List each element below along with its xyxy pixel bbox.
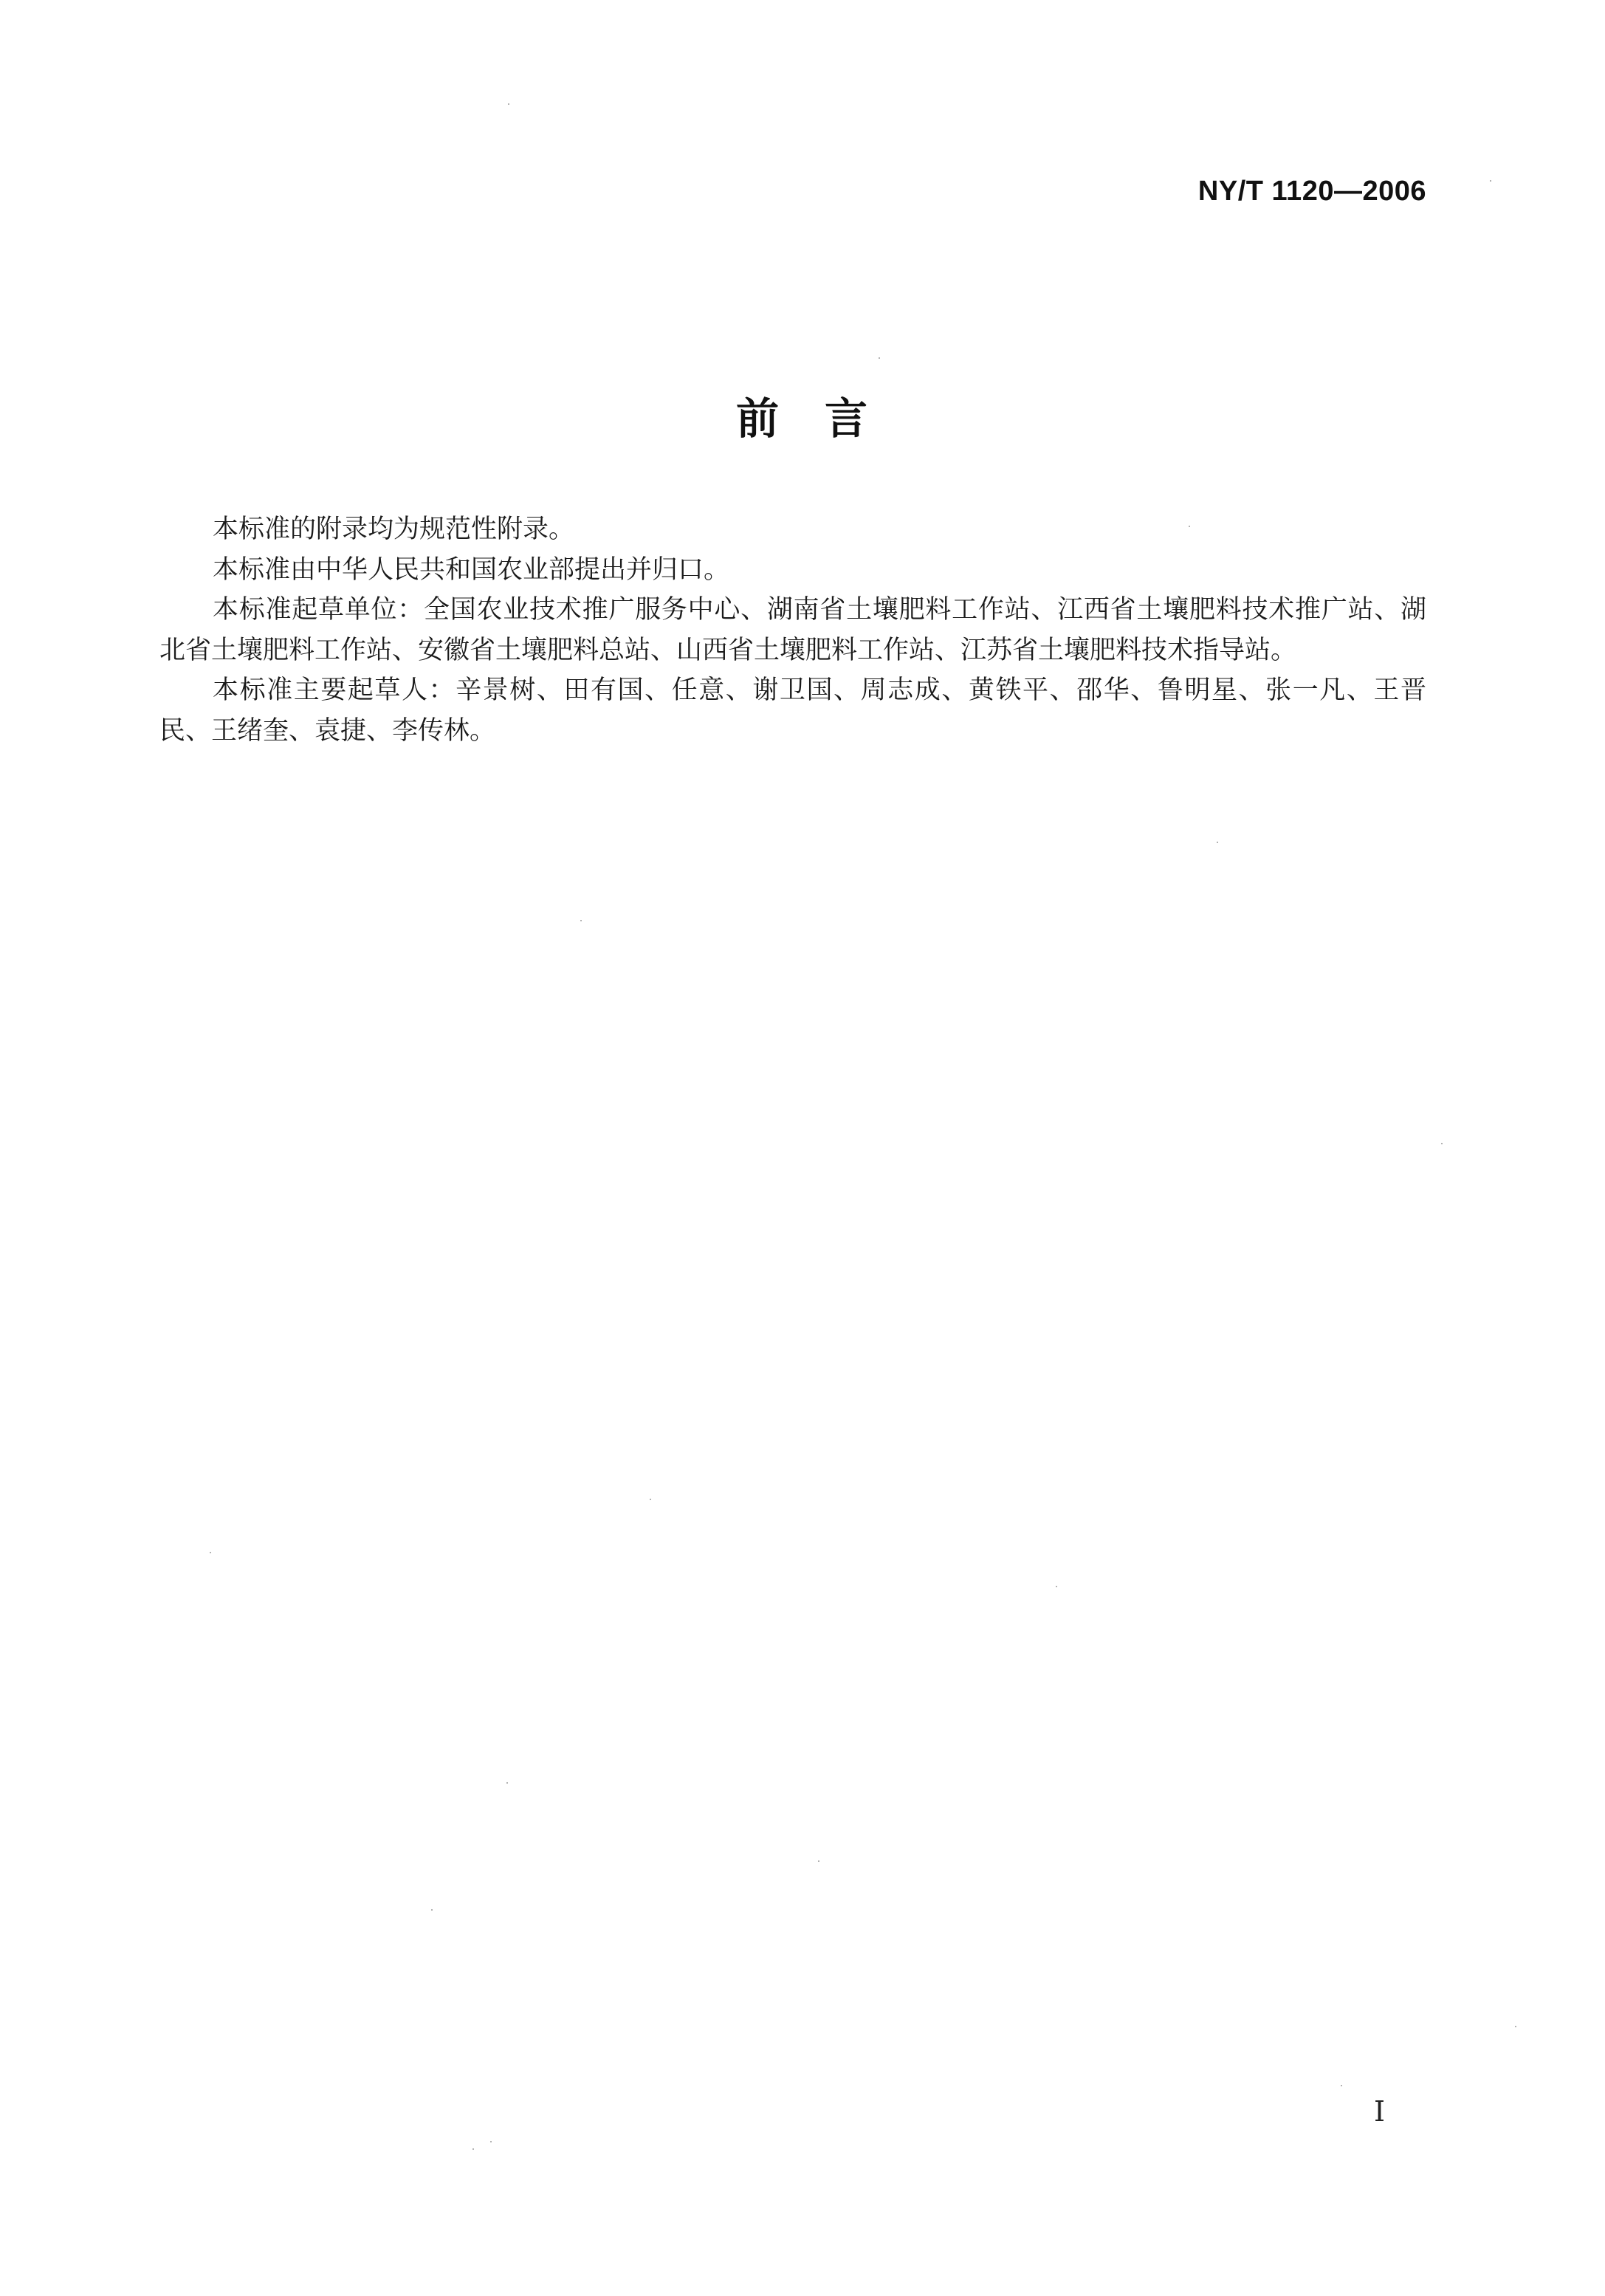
- scan-speck: [1515, 2026, 1516, 2027]
- scan-speck: [879, 357, 880, 359]
- scan-speck: [506, 1782, 508, 1784]
- scan-speck: [490, 2141, 492, 2142]
- scan-speck: [508, 103, 509, 105]
- scan-speck: [1217, 842, 1218, 843]
- page-number: I: [1373, 2095, 1385, 2128]
- standard-code: NY/T 1120—2006: [1197, 176, 1426, 207]
- paragraph-drafters: 本标准主要起草人：辛景树、田有国、任意、谢卫国、周志成、黄铁平、邵华、鲁明星、张一凡、王晋民、王绪奎、袁捷、李传林。: [159, 676, 1426, 746]
- scan-speck: [580, 920, 582, 921]
- paragraph-appendix-note: 本标准的附录均为规范性附录。: [213, 515, 575, 544]
- scan-speck: [1441, 1143, 1443, 1144]
- scan-speck: [650, 1499, 651, 1500]
- scan-speck: [431, 1909, 433, 1911]
- scan-speck: [1056, 1586, 1057, 1587]
- scan-speck: [1341, 2085, 1342, 2086]
- scan-speck: [210, 1552, 211, 1553]
- scan-speck: [1490, 180, 1491, 182]
- paragraph-drafting-units: 本标准起草单位：全国农业技术推广服务中心、湖南省土壤肥料工作站、江西省土壤肥料技术推广站、湖北省土壤肥料工作站、安徽省土壤肥料总站、山西省土壤肥料工作站、江苏省土壤肥料技术指导站。: [159, 595, 1426, 665]
- scan-speck: [1189, 526, 1190, 527]
- foreword-body: [159, 509, 1426, 751]
- paragraph-proposer: 本标准由中华人民共和国农业部提出并归口。: [213, 554, 730, 585]
- scan-speck: [818, 1860, 819, 1862]
- scan-speck: [472, 2148, 474, 2150]
- foreword-title: 前 言: [735, 393, 869, 444]
